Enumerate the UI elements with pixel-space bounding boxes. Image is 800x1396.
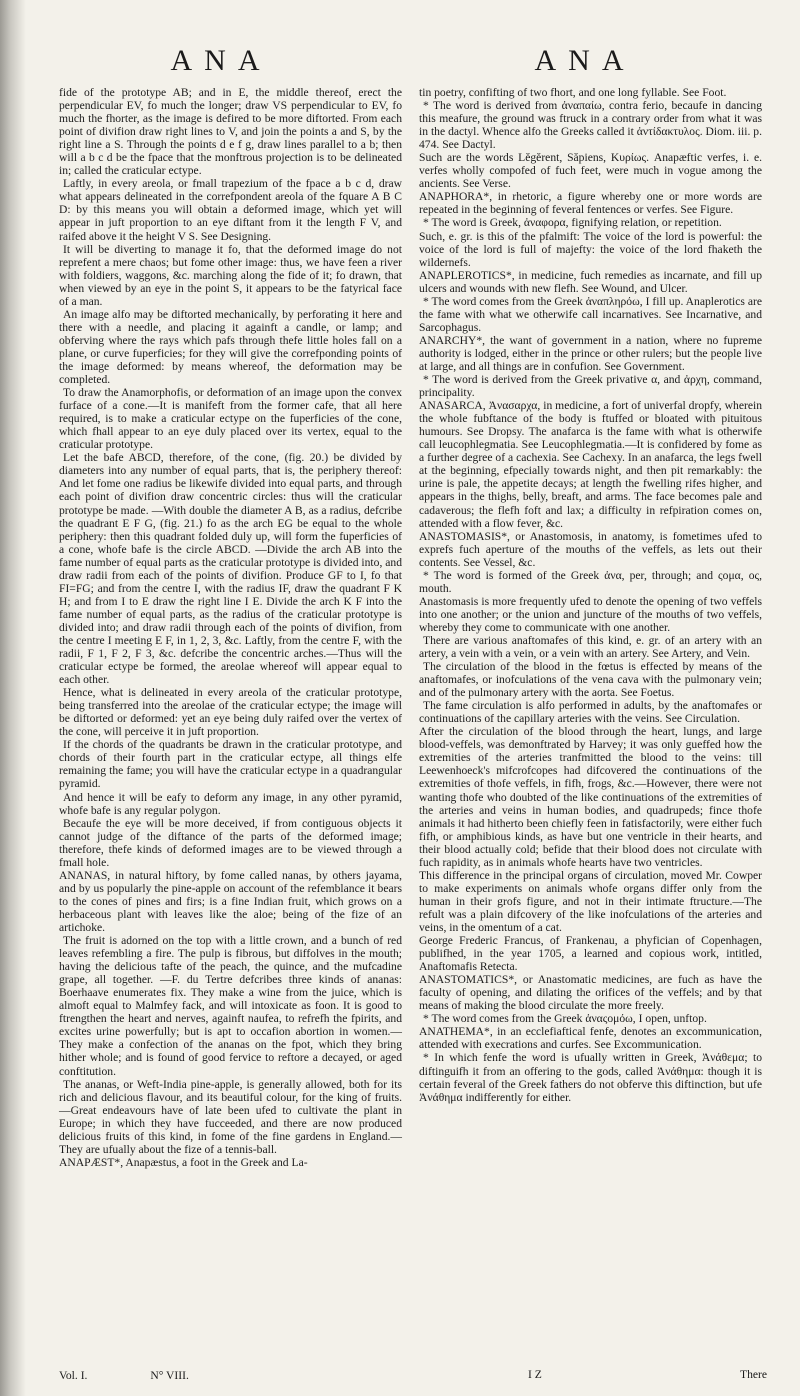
footnote: * The word is derived from ἀναπαίω, contra ferio, becaufe in dancing this meafure, the ground was ftruck in a contrary order from what it was in the dactyl. Whence alfo the Greeks called it ἀντίδακτυλος. Diom. iii. p. 474. See Dactyl.	[419, 99, 762, 152]
left-column	[59, 86, 402, 1169]
entry-ananas: ANANAS, in natural hiftory, by fome called nanas, by others jayama, and by us popularly the pine-apple on account of the refemblance it bears to the cones of pines and firs; is a fine Indian fruit, which grows on a herbaceous plant with leaves like the aloe; being of the fize of an artichoke.	[59, 868, 402, 934]
paragraph: Let the bafe ABCD, therefore, of the cone, (fig. 20.) be divided by diameters into any number of equal parts, that is, the periphery thereof: And let fome one radius be likewife divided into equal parts, and through each point of divifion draw concentric circles: thus will the craticular prototype be made. —With double the diameter A B, as a radius, defcribe the quadrant E F G, (fig. 21.) fo as the arch EG be equal to the whole periphery: then this quadrant folded duly up, will form the fuperficies of a cone, whofe bafe is the circle ABCD. —Divide the arch AB into the fame number of equal parts as the craticular prototype is divided into, and draw radii from each of the points of divifion. Produce GF to I, fo that FI=FG; and from the centre I, with the radius IF, draw the quadrant F K H; and from I to E draw the right line I E. Divide the arch K F into the fame number of equal parts, as the radius of the craticular prototype is divided into; and draw radii through each of the points of divifion, from the centre I meeting E F, in 1, 2, 3, &c. Laftly, from the centre F, with the radii, F 1, F 2, F 3, &c. defcribe the concentric arches.—Thus will the craticular ectype be formed, the areolae whereof will appear equal to each other.	[59, 451, 402, 687]
paragraph: An image alfo may be diftorted mechanically, by perforating it here and there with a needle, and placing it againft a candle, or lamp; and obferving where the rays which pafs through thefe little holes fall on a plane, or curve fuperficies; for they will give the correfponding points of the image deformed: by means whereof, the deformation may be completed.	[59, 307, 402, 387]
footnote: * In which fenfe the word is ufually written in Greek, Ἀνάθεμα; to diftinguifh it from an offering to the gods, called Ἀνάθημα: though it is certain feveral of the Greek fathers do not obferve this diftinction, but ufe Ἀνάθημα indifferently for either.	[419, 1051, 762, 1104]
volume-label: Vol. I.	[59, 1369, 88, 1382]
paragraph: And hence it will be eafy to deform any image, in any other pyramid, whofe bafe is any regular polygon.	[59, 790, 402, 817]
number-label: N° VIII.	[150, 1369, 189, 1382]
paragraph: Becaufe the eye will be more deceived, if from contiguous objects it cannot judge of the diftance of the parts of the deformed image; therefore, thefe kinds of deformed images are to be viewed through a fmall hole.	[59, 816, 402, 869]
right-column	[419, 86, 762, 1104]
paragraph: Laftly, in every areola, or fmall trapezium of the fpace a b c d, draw what appears delineated in the correfpondent areola of the fquare A B C D: by this means you will obtain a deformed image, which yet will appear in juft proportion to an eye diftant from it the length F V, and raifed above it the height V S. See Designing.	[59, 177, 402, 243]
footnote: * The word is formed of the Greek ἀνα, per, through; and ςομα, ος, mouth.	[419, 568, 762, 595]
entry-anathema: ANATHEMA*, in an ecclefiaftical fenfe, denotes an excommunication, attended with execrations and curfes. See Excommunication.	[419, 1025, 762, 1052]
entry-anapaest: ANAPÆST*, Anapæstus, a foot in the Greek and La-	[59, 1155, 308, 1169]
paragraph: It will be diverting to manage it fo, that the deformed image do not reprefent a mere chaos; but fome other image: thus, we have feen a river with foldiers, waggons, &c. marching along the fide of it; fo drawn, that when viewed by an eye in the point S, it appears to be the fatyrical face of a man.	[59, 242, 402, 308]
paragraph: Anastomasis is more frequently ufed to denote the opening of two veffels into one another; or the union and juncture of the mouths of two veffels, whereby they come to communicate with one another.	[419, 594, 762, 634]
paragraph: tin poetry, confifting of two fhort, and one long fyllable. See Foot.	[419, 86, 727, 99]
binding-shadow	[0, 0, 26, 1396]
paragraph: The fame circulation is alfo performed in adults, by the anaftomafes or continuations of the capillary arteries with the veins. See Circulation.	[419, 699, 762, 726]
footer-left	[59, 1369, 189, 1382]
running-head-right: ANA	[534, 44, 636, 77]
paragraph: To draw the Anamorphofis, or deformation of an image upon the convex furface of a cone.—It is manifeft from the former cafe, that all here required, is to make a craticular ectype on the fuperficies of the cone, which fhall appear to an eye duly placed over its vertex, equal to the craticular prototype.	[59, 386, 402, 452]
entry-anaphora: ANAPHORA*, in rhetoric, a figure whereby one or more words are repeated in the beginning of feveral fentences or verfes. See Figure.	[419, 190, 762, 217]
paragraph: Such are the words Lĕgĕrent, Săpiens, Κυρίως. Anapæftic verfes, i. e. verfes wholly compofed of fuch feet, were much in vogue among the ancients. See Verse.	[419, 151, 762, 191]
entry-anasarca: ANASARCA, Ἀνασαρχα, in medicine, a fort of univerfal dropfy, wherein the whole fubftance of the body is ftuffed or bloated with pituitous humours. See Dropsy. The anafarca is the fame with what is otherwife call leucophlegmatia. See Leucophlegmatia.—It is confidered by fome as a further degree of a cachexia. See Cachexy. In an anafarca, the legs fwell at the beginning, efpecially towards night, and then pit remarkably: the urine is pale, the appetite decays; at length the fwelling rifes higher, and appears in the thighs, belly, breaft, and arms. The face becomes pale and cadaverous; the flefh foft and lax; a difficulty in refpiration comes on, attended with a flow fever, &c.	[419, 399, 762, 530]
paragraph: fide of the prototype AB; and in E, the middle thereof, erect the perpendicular EV, fo much the longer; draw VS perpendicular to EV, fo much the fhorter, as the image is defired to be more diftorted. From each point of divifion draw right lines to V, and join the points a and S, by the right line a S. Through the points d e f g, draw lines parallel to a b; then will a b c d be the fpace that the monftrous projection is to be delineated in; called the craticular ectype.	[59, 86, 402, 178]
paragraph: After the circulation of the blood through the heart, lungs, and large blood-veffels, was demonftrated by Harvey; it was only gueffed how the extremities of the arteries tranfmitted the blood to the veins: till Leewenhoeck's mifcrofcopes had difcovered the continuations of the extremities of thofe veffels, in fifh, frogs, &c.—However, there were not wanting thofe who doubted of the like continuations of the extremities of the arteries and veins in human bodies, and quadrupeds; fince thofe animals it had hitherto been chiefly feen in fatisfactorily, were either fuch fifh, or amphibious kinds, as have but one ventricle in their hearts, and their blood actually cold; befide that their blood does not circulate with fuch rapidity, as in animals whofe hearts have two ventricles.	[419, 725, 762, 869]
footnote: * The word is Greek, ἀναφορα, fignifying relation, or repetition.	[423, 216, 722, 230]
footnote: * The word comes from the Greek ἀναπληρόω, I fill up. Anaplerotics are the fame with what we otherwife call incarnatives. See Incarnative, and Sarcophagus.	[419, 294, 762, 334]
entry-anarchy: ANARCHY*, the want of government in a nation, where no fupreme authority is lodged, either in the prince or other rulers; but the people live at large, and all things are in confufion. See Government.	[419, 333, 762, 373]
paragraph: If the chords of the quadrants be drawn in the craticular prototype, and chords of their fourth part in the craticular ectype, all things elfe remaining the fame; you will have the craticular ectype in a quadrangular pyramid.	[59, 738, 402, 791]
signature-mark: I Z	[528, 1368, 542, 1381]
paragraph: Such, e. gr. is this of the pfalmift: The voice of the lord is powerful: the voice of the lord is full of majefty: the voice of the lord fhaketh the wildernefs.	[419, 229, 762, 269]
paragraph: The fruit is adorned on the top with a little crown, and a bunch of red leaves refembling a fire. The pulp is fibrous, but diffolves in the mouth; having the delicious tafte of the peach, the quince, and the mufcadine grape, all together. —F. du Tertre defcribes three kinds of ananas: Boerhaave enumerates fix. They make a wine from the juice, which is almoft equal to Malmfey fack, and will intoxicate as foon. It is good to ftrengthen the heart and nerves, againft naufea, to refrefh the fpirits, and excites urine powerfully; but is apt to occafion abortion in women.—They make a confection of the ananas on the fpot, which they bring hither whole; and is found of good fervice to reftore a decayed, or aged conftitution.	[59, 934, 402, 1078]
paragraph: There are various anaftomafes of this kind, e. gr. of an artery with an artery, a vein with a vein, or a vein with an artery. See Artery, and Vein.	[419, 633, 762, 661]
paragraph: Hence, what is delineated in every areola of the craticular prototype, being transferred into the areolae of the craticular ectype; the image will be diftorted or deformed: yet an eye being duly raifed over the vertex of the cone, will perceive it in juft proportion.	[59, 686, 402, 739]
entry-anaplerotics: ANAPLEROTICS*, in medicine, fuch remedies as incarnate, and fill up ulcers and wounds with new flefh. See Wound, and Ulcer.	[419, 268, 762, 295]
catchword: There	[740, 1368, 768, 1381]
entry-anastomatics: ANASTOMATICS*, or Anastomatic medicines, are fuch as have the faculty of opening, and dilating the orifices of the veffels; and by that means of making the blood circulate the more freely.	[419, 973, 762, 1013]
footnote: * The word is derived from the Greek privative α, and ἀρχη, command, principality.	[419, 373, 762, 400]
paragraph: This difference in the principal organs of circulation, moved Mr. Cowper to make experiments on animals whofe organs differ only from the human in their grofs figure, and not in their intimate ftructure.—The refult was a plain difcovery of the like inofculations of the arteries and veins, in the omentum of a cat.	[419, 868, 762, 934]
paragraph: The ananas, or Weft-India pine-apple, is generally allowed, both for its rich and delicious flavour, and its beautiful colour, for the king of fruits.—Great endeavours have of late been ufed to cultivate the plant in Europe; in which they have fucceeded, and there are now produced delicious fruits of this kind, in fome of the fine gardens in England.—They are ufually about the fize of a tennis-ball.	[59, 1077, 402, 1156]
running-head-left: ANA	[170, 44, 272, 77]
entry-anastomasis: ANASTOMASIS*, or Anastomosis, in anatomy, is fometimes ufed to exprefs fuch aperture of the mouths of the veffels, as lets out their contents. See Vessel, &c.	[419, 529, 762, 569]
paragraph: The circulation of the blood in the fœtus is effected by means of the anaftomafes, or inofculations of the vena cava with the pulmonary vein; and of the pulmonary artery with the aorta. See Foetus.	[419, 660, 762, 700]
footnote: * The word comes from the Greek ἀναςομόω, I open, unftop.	[423, 1012, 707, 1026]
paragraph: George Frederic Francus, of Frankenau, a phyfician of Copenhagen, publifhed, in the year 1705, a learned and copious work, intitled, Anaftomafis Retecta.	[419, 934, 762, 974]
